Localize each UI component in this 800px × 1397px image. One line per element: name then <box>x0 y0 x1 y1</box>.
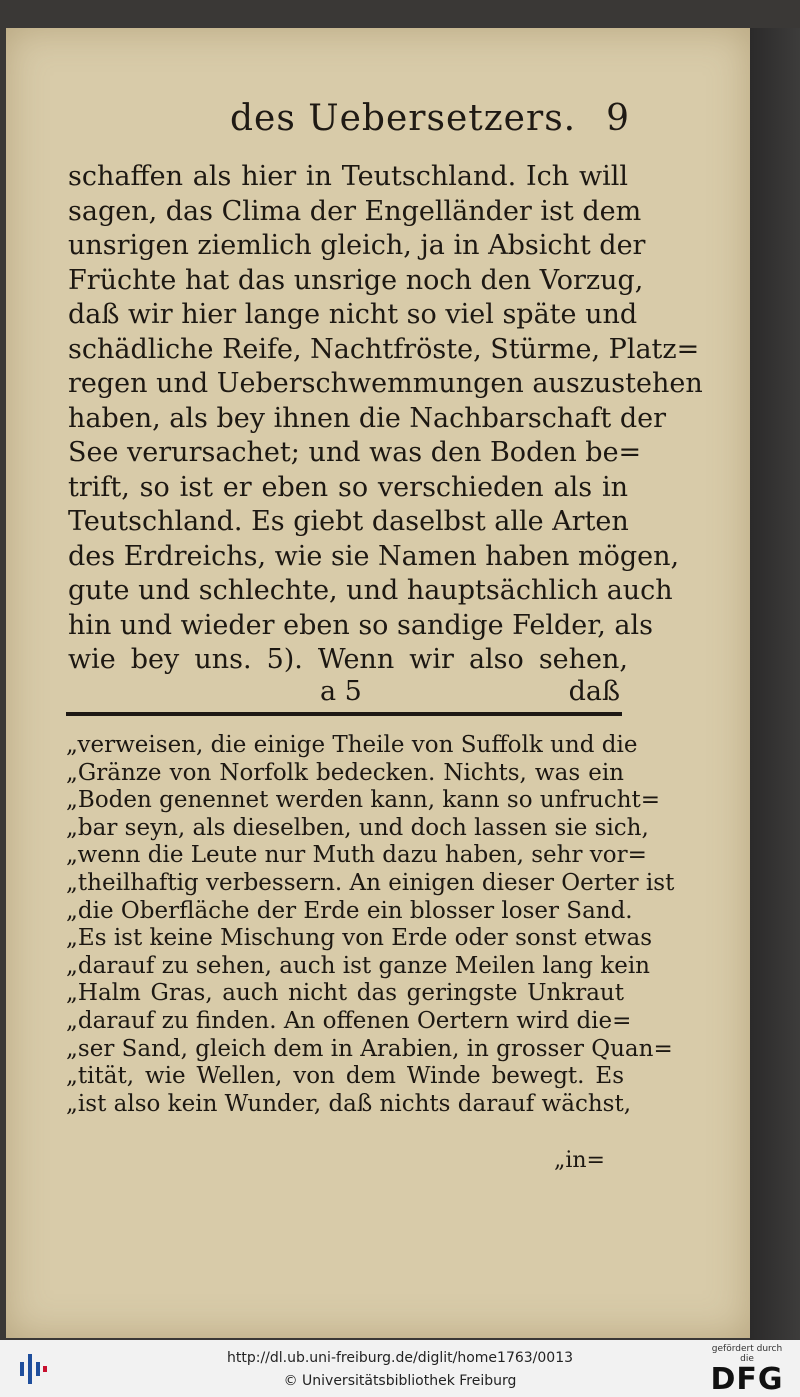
footnote-line: „wenn die Leute nur Muth dazu haben, sehr vor= <box>66 842 647 869</box>
text-line: schädliche Reife, Nachtfröste, Stürme, Platz= <box>68 333 700 365</box>
footnote-line: „theilhaftig verbessern. An einigen dieser Oerter ist <box>66 869 675 896</box>
signature-line <box>310 676 630 710</box>
footnote-line: „ser Sand, gleich dem in Arabien, in grosser Quan= <box>66 1035 673 1062</box>
text-line: des Erdreichs, wie sie Namen haben mögen, <box>68 540 680 572</box>
footnote-line: „ist also kein Wunder, daß nichts darauf wächst, <box>66 1090 632 1117</box>
permalink[interactable]: http://dl.ub.uni-freiburg.de/diglit/home1763/0013 <box>226 1350 574 1366</box>
sponsor-logo-text: DFG <box>710 1362 784 1397</box>
text-line: daß wir hier lange nicht so viel späte und <box>68 299 638 330</box>
copyright-text: © Universitätsbibliothek Freiburg <box>283 1373 517 1389</box>
text-line: sagen, das Clima der Engelländer ist dem <box>68 195 642 227</box>
signature-mark: a 5 <box>320 676 362 707</box>
text-line: hin und wieder eben so sandige Felder, als <box>68 609 653 641</box>
footnote-line: „Es ist keine Mischung von Erde oder sonst etwas <box>66 925 652 952</box>
book-edge <box>750 28 800 1340</box>
catchword: daß <box>568 676 620 707</box>
footnote-line: „Halm Gras, auch nicht das geringste Unkraut <box>66 980 624 1007</box>
sponsor-caption: gefördert durch die <box>711 1344 783 1364</box>
footnote-line: „bar seyn, als dieselben, und doch lassen sie sich, <box>66 814 649 841</box>
footnote-line: „verweisen, die einige Theile von Suffolk und die <box>66 732 638 758</box>
footnote-catchword: „in= <box>553 1148 605 1173</box>
page-number: 9 <box>606 98 630 139</box>
text-line: wie bey uns. 5). Wenn wir also sehen, <box>68 644 628 675</box>
footnote-line: „die Oberfläche der Erde ein blosser loser Sand. <box>66 897 633 924</box>
text-line: regen und Ueberschwemmungen auszustehen <box>68 368 703 399</box>
footnote-line: „darauf zu sehen, auch ist ganze Meilen lang kein <box>66 952 650 979</box>
main-text <box>68 160 703 678</box>
footnote-text <box>66 732 675 1118</box>
running-head <box>70 98 630 148</box>
footnote-rule <box>66 712 622 716</box>
footnote-line: „darauf zu finden. An offenen Oertern wird die= <box>66 1007 632 1034</box>
text-line: trift, so ist er eben so verschieden als in <box>68 471 628 503</box>
footer-bar <box>0 1340 800 1397</box>
running-head-title: des Uebersetzers. <box>230 98 577 139</box>
text-line: haben, als bey ihnen die Nachbarschaft der <box>68 402 666 434</box>
text-line: gute und schlechte, und hauptsächlich auch <box>68 575 673 606</box>
text-line: See verursachet; und was den Boden be= <box>68 437 642 468</box>
footnote-line: „Boden genennet werden kann, kann so unfrucht= <box>66 787 661 814</box>
text-line: unsrigen ziemlich gleich, ja in Absicht der <box>68 230 646 261</box>
footnote-line: „tität, wie Wellen, von dem Winde bewegt. Es <box>66 1063 624 1090</box>
text-line: Früchte hat das unsrige noch den Vorzug, <box>68 264 644 296</box>
footnote-line: „Gränze von Norfolk bedecken. Nichts, was ein <box>66 759 624 786</box>
text-line: Teutschland. Es giebt daselbst alle Arten <box>68 506 629 537</box>
text-line: schaffen als hier in Teutschland. Ich will <box>68 161 628 192</box>
dfg-logo <box>704 1344 790 1397</box>
